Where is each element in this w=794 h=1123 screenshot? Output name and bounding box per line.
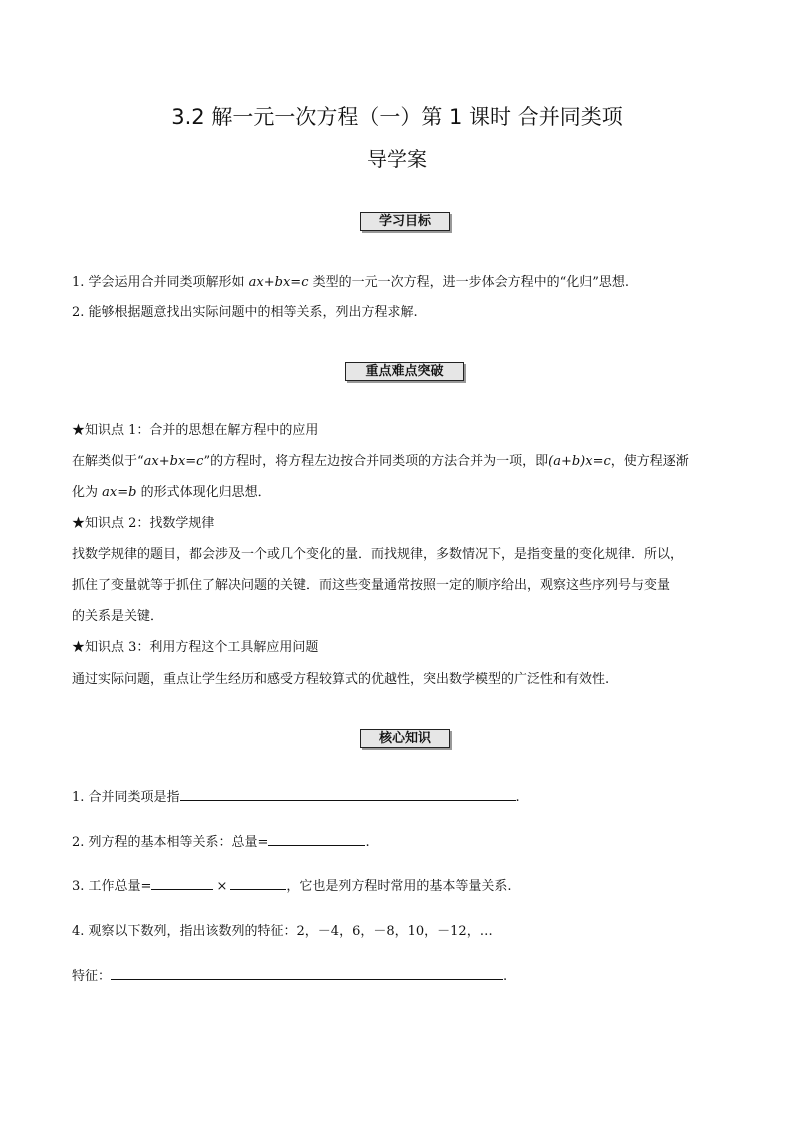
text-fragment: ，使方程逐渐 [610,454,689,469]
question-4-feature [72,967,732,987]
knowledge-point-2-line-2: 抓住了变量就等于抓住了解决问题的关键．而这些变量通常按照一定的顺序给出，观察这些序列号与变量 [72,578,671,593]
formula: (a+b)x=c [548,454,611,469]
section-heading-label: 核心知识 [378,731,431,746]
question-3-suffix: ，它也是列方程时常用的基本等量关系. [286,879,512,894]
section-heading-learning-goals [360,212,450,231]
knowledge-point-3-title: ★知识点 3：利用方程这个工具解应用问题 [72,640,319,655]
section-heading-core-knowledge [360,729,450,748]
answer-blank[interactable] [151,877,213,890]
formula: ax+bx=c [143,454,204,469]
text-fragment: 的形式体现化归思想． [136,485,271,500]
knowledge-point-2-line-1: 找数学规律的题目，都会涉及一个或几个变化的量．而找规律，多数情况下，是指变量的变化规律．所以， [72,547,684,562]
answer-blank[interactable] [230,877,286,890]
question-2 [72,833,732,853]
page-title: 3.2 解一元一次方程（一）第 1 课时 合并同类项 [171,105,623,129]
answer-blank[interactable] [268,833,365,846]
section-heading-label: 学习目标 [378,214,431,229]
formula: ax=b [102,485,137,500]
knowledge-point-2-title: ★知识点 2：找数学规律 [72,516,215,531]
answer-blank[interactable] [111,967,503,980]
goal-item-1-formula: ax+bx=c [248,275,309,290]
question-1 [72,788,732,808]
knowledge-point-3-line-1: 通过实际问题，重点让学生经历和感受方程较算式的优越性，突出数学模型的广泛性和有效性. [72,672,610,687]
page-subtitle: 导学案 [367,147,427,171]
question-3 [72,877,732,897]
question-2-suffix: . [365,835,370,850]
text-fragment: 化为 [72,485,103,500]
feature-label: 特征： [72,969,112,984]
question-4: 4. 观察以下数列，指出该数列的特征：2，－4，6，－8，10，－12，… [72,924,493,939]
knowledge-point-1-line-2 [72,483,732,503]
goal-item-1-prefix: 1. 学会运用合并同类项解形如 [72,275,249,290]
feature-suffix: . [503,969,508,984]
times-sign: × [216,879,228,894]
text-fragment: ”的方程时，将方程左边按合并同类项的方法合并为一项，即 [203,454,549,469]
question-2-prefix: 2. 列方程的基本相等关系：总量= [72,835,269,850]
goal-item-1-suffix: 类型的一元一次方程，进一步体会方程中的“化归”思想. [308,275,630,290]
question-1-suffix: . [515,790,520,805]
goal-item-2: 2. 能够根据题意找出实际问题中的相等关系，列出方程求解. [72,305,418,320]
knowledge-point-1-title: ★知识点 1：合并的思想在解方程中的应用 [72,423,319,438]
knowledge-point-2-line-3: 的关系是关键． [72,609,164,624]
knowledge-point-1-line-1 [72,452,732,472]
section-heading-key-points [345,362,464,381]
answer-blank[interactable] [180,788,516,801]
text-fragment: 在解类似于“ [72,454,144,469]
question-1-prefix: 1. 合并同类项是指 [72,790,180,805]
goal-item-1 [72,273,732,293]
section-heading-label: 重点难点突破 [365,364,444,379]
question-3-prefix: 3. 工作总量= [72,879,152,894]
